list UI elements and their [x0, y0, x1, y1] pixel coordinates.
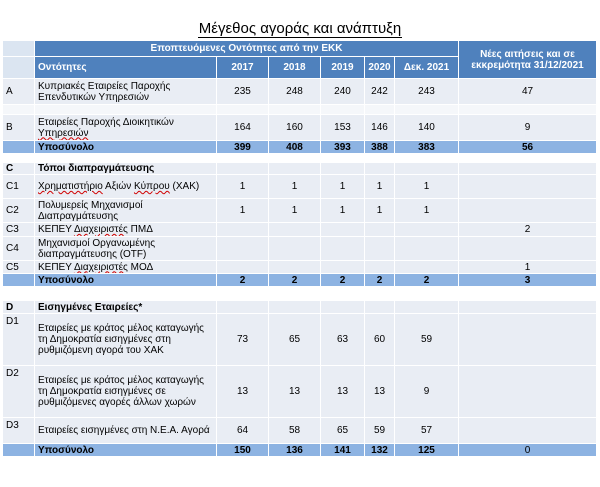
subtotal-row: [3, 444, 597, 457]
cell-value: 59: [395, 314, 459, 366]
section-title: Τόποι διαπραγμάτευσης: [35, 163, 217, 175]
row-label: Χρηματιστήριο Αξιών Κύπρου (ΧΑΚ): [35, 175, 217, 199]
row-key: D2: [3, 366, 35, 418]
row-key: C2: [3, 199, 35, 223]
row-label: ΚΕΠΕΥ Διαχειριστές ΜΟΔ: [35, 261, 217, 274]
cell-value: 1: [365, 175, 395, 199]
cell-value: 73: [217, 314, 269, 366]
cell-value: [217, 261, 269, 274]
cell-value: 57: [395, 418, 459, 444]
cell-pending: [459, 418, 597, 444]
row-label: ΚΕΠΕΥ Διαχειριστές ΠΜΔ: [35, 223, 217, 237]
cell-value: 388: [365, 141, 395, 154]
cell-value: [365, 261, 395, 274]
cell-value: 2: [321, 274, 365, 287]
header-year: Δεκ. 2021: [395, 57, 459, 79]
header-year: 2018: [269, 57, 321, 79]
cell-pending: 56: [459, 141, 597, 154]
subtotal-label: Υποσύνολο: [35, 274, 217, 287]
cell-value: [321, 237, 365, 261]
cell-value: 1: [269, 175, 321, 199]
cell-value: 2: [269, 274, 321, 287]
cell-value: 59: [365, 418, 395, 444]
subtotal-row: [3, 141, 597, 154]
subtotal-label: Υποσύνολο: [35, 444, 217, 457]
cell-value: 1: [321, 199, 365, 223]
cell-value: 1: [269, 199, 321, 223]
row-label: Μηχανισμοί Οργανωμένης διαπραγμάτευσης (OTF): [35, 237, 217, 261]
cell-value: 125: [395, 444, 459, 457]
row-label: Εταιρείες εισηγμένες στη Ν.Ε.Α. Αγορά: [35, 418, 217, 444]
cell-value: [395, 261, 459, 274]
section-title: Εισηγμένες Εταιρείες*: [35, 301, 217, 314]
table-row: [3, 366, 597, 418]
cell-value: 2: [365, 274, 395, 287]
cell-value: 13: [321, 366, 365, 418]
row-key: C1: [3, 175, 35, 199]
cell-value: [217, 237, 269, 261]
cell-pending: [459, 366, 597, 418]
header-year: 2019: [321, 57, 365, 79]
cell-value: [217, 223, 269, 237]
table-row: [3, 261, 597, 274]
table-row: [3, 115, 597, 141]
cell-value: [365, 223, 395, 237]
cell-pending: 9: [459, 115, 597, 141]
cell-value: 160: [269, 115, 321, 141]
cell-value: 64: [217, 418, 269, 444]
page-title: Μέγεθος αγοράς και ανάπτυξη: [198, 20, 402, 37]
cell-value: 13: [269, 366, 321, 418]
cell-pending: 0: [459, 444, 597, 457]
header-key-cell: [3, 41, 35, 57]
cell-value: [269, 237, 321, 261]
cell-value: 243: [395, 79, 459, 105]
cell-pending: [459, 175, 597, 199]
cell-value: [395, 237, 459, 261]
row-key: C: [3, 163, 35, 175]
cell-pending: [459, 237, 597, 261]
cell-value: 63: [321, 314, 365, 366]
table-row: [3, 223, 597, 237]
cell-value: 153: [321, 115, 365, 141]
cell-value: [269, 223, 321, 237]
cell-value: 383: [395, 141, 459, 154]
row-label: Εταιρείες Παροχής Διοικητικών Υπηρεσιών: [35, 115, 217, 141]
cell-value: 65: [321, 418, 365, 444]
cell-value: 242: [365, 79, 395, 105]
cell-value: 1: [321, 175, 365, 199]
cell-value: 146: [365, 115, 395, 141]
cell-value: 240: [321, 79, 365, 105]
cell-value: [395, 223, 459, 237]
cell-value: 408: [269, 141, 321, 154]
row-label: Εταιρείες με κράτος μέλος καταγωγής τη Δημοκρατία εισηγμένες σε ρυθμιζόμενες αγορές άλλων χωρών: [35, 366, 217, 418]
header-entities: Οντότητες: [35, 57, 217, 79]
row-key: D: [3, 301, 35, 314]
row-key: C3: [3, 223, 35, 237]
header-group-label: Εποπτευόμενες Οντότητες από την ΕΚΚ: [35, 41, 459, 57]
cell-value: 132: [365, 444, 395, 457]
cell-value: 164: [217, 115, 269, 141]
cell-pending: [459, 314, 597, 366]
row-key: D3: [3, 418, 35, 444]
subtotal-label: Υποσύνολο: [35, 141, 217, 154]
cell-value: 136: [269, 444, 321, 457]
cell-pending: [459, 199, 597, 223]
table-row: [3, 418, 597, 444]
header-year: 2020: [365, 57, 395, 79]
row-key: A: [3, 79, 35, 105]
cell-value: [321, 261, 365, 274]
cell-value: 1: [395, 199, 459, 223]
cell-value: 13: [365, 366, 395, 418]
table-row: [3, 199, 597, 223]
cell-pending: 1: [459, 261, 597, 274]
table-row: [3, 314, 597, 366]
cell-value: 1: [395, 175, 459, 199]
cell-value: [269, 261, 321, 274]
cell-value: 248: [269, 79, 321, 105]
cell-value: 60: [365, 314, 395, 366]
cell-value: 13: [217, 366, 269, 418]
cell-value: 58: [269, 418, 321, 444]
cell-value: 1: [217, 199, 269, 223]
row-key: D1: [3, 314, 35, 366]
row-key: C4: [3, 237, 35, 261]
row-label: Εταιρείες με κράτος μέλος καταγωγής τη Δημοκρατία εισηγμένες στη ρυθμιζόμενη αγορά του ΧΑΚ: [35, 314, 217, 366]
cell-pending: 2: [459, 223, 597, 237]
row-label: Πολυμερείς Μηχανισμοί Διαπραγμάτευσης: [35, 199, 217, 223]
row-key: C5: [3, 261, 35, 274]
cell-pending: 47: [459, 79, 597, 105]
cell-value: [321, 223, 365, 237]
cell-value: 150: [217, 444, 269, 457]
cell-value: 1: [365, 199, 395, 223]
header-key-cell: [3, 57, 35, 79]
cell-value: 9: [395, 366, 459, 418]
header-pending: Νέες αιτήσεις και σε εκκρεμότητα 31/12/2021: [459, 41, 597, 79]
cell-value: 399: [217, 141, 269, 154]
cell-value: 393: [321, 141, 365, 154]
cell-pending: 3: [459, 274, 597, 287]
section-header: [3, 163, 597, 175]
market-table: [2, 40, 597, 457]
header-year: 2017: [217, 57, 269, 79]
table-row: [3, 237, 597, 261]
cell-value: 2: [217, 274, 269, 287]
cell-value: 235: [217, 79, 269, 105]
cell-value: 140: [395, 115, 459, 141]
row-label: Κυπριακές Εταιρείες Παροχής Επενδυτικών Υπηρεσιών: [35, 79, 217, 105]
table-row: [3, 79, 597, 105]
cell-value: 2: [395, 274, 459, 287]
section-header: [3, 301, 597, 314]
table-row: [3, 175, 597, 199]
cell-value: 141: [321, 444, 365, 457]
cell-value: 65: [269, 314, 321, 366]
cell-value: 1: [217, 175, 269, 199]
subtotal-row: [3, 274, 597, 287]
cell-value: [365, 237, 395, 261]
row-key: B: [3, 115, 35, 141]
